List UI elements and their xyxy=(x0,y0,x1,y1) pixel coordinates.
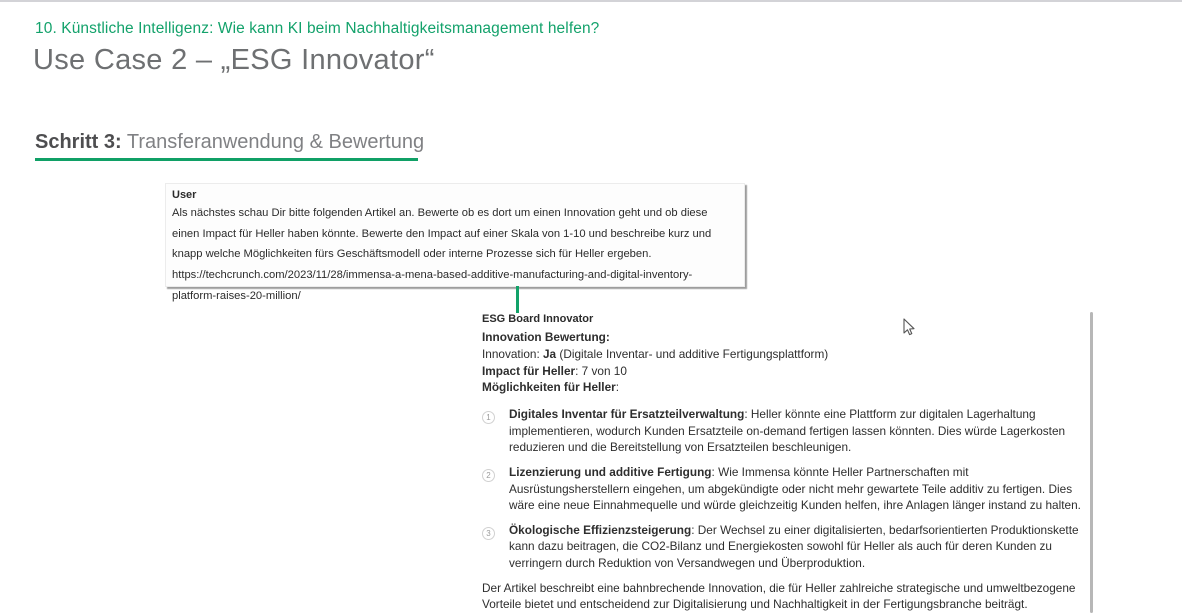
user-message-url: https://techcrunch.com/2023/11/28/immensa-a-mena-based-additive-manufacturing-and-digital-inventory-platform-raises-20-million/ xyxy=(172,269,693,302)
impact-line xyxy=(482,363,1086,380)
response-section-heading: Innovation Bewertung: xyxy=(482,330,610,344)
mouse-cursor-icon xyxy=(902,318,916,338)
item-number-badge: 2 xyxy=(482,469,495,482)
impact-label: Impact für Heller xyxy=(482,363,576,378)
item-number-badge: 3 xyxy=(482,527,495,540)
item-title: Lizenzierung und additive Fertigung xyxy=(509,464,712,479)
user-message-text: Als nächstes schau Dir bitte folgenden Artikel an. Bewerte ob es dort um einen Innovation geht und ob diese einen Impact für Heller haben könnte. Bewerte den Impact auf einer Skala von 1-10 und beschreibe kurz und knapp welche Möglichkeiten fürs Geschäftsmodell oder interne Prozesse sich für Heller ergeben. xyxy=(172,207,712,261)
innovation-detail: (Digitale Inventar- und additive Fertigungsplattform) xyxy=(556,346,829,361)
assistant-response xyxy=(482,312,1086,613)
user-message-card xyxy=(165,183,745,302)
section-title-text: Transferanwendung & Bewertung xyxy=(121,131,425,153)
numbered-list xyxy=(482,406,1086,571)
item-number-badge: 1 xyxy=(482,411,495,424)
item-description: : Der Wechsel zu einer digitalisierten, bedarfsorientierten Produktionskette kann dazu beitragen, die CO2-Bilanz und Energiekosten sowohl für Heller als auch für deren Kunden zu verringern durch Reduktion von Versandwegen und Überproduktion. xyxy=(509,522,1079,570)
possibilities-label: Möglichkeiten für Heller xyxy=(482,380,616,395)
section-underline xyxy=(35,158,418,161)
list-item xyxy=(482,406,1086,456)
innovation-value: Ja xyxy=(543,346,557,361)
assistant-role-label: ESG Board Innovator xyxy=(482,313,594,325)
item-title: Ökologische Effizienzsteigerung xyxy=(509,522,692,537)
impact-value: : 7 von 10 xyxy=(575,363,627,378)
slide-top-edge-line xyxy=(0,0,1182,2)
item-description: : Wie Immensa könnte Heller Partnerschaften mit Ausrüstungsherstellern eingehen, um abgekündigte oder nicht mehr gewartete Teile additiv zu fertigen. Dies wäre eine neue Einnahmequelle und würde gleichzeitig Kunden helfen, ihre Anlagen länger instand zu halten. xyxy=(509,464,1081,513)
connector-line xyxy=(516,286,519,313)
list-item xyxy=(482,464,1086,514)
slide-kicker: 10. Künstliche Intelligenz: Wie kann KI beim Nachhaltigkeitsmanagement helfen? xyxy=(35,20,600,37)
section-heading xyxy=(35,131,424,154)
user-role-label: User xyxy=(172,189,197,201)
scrollbar xyxy=(1090,312,1093,613)
item-description: : Heller könnte eine Plattform zur digitalen Lagerhaltung implementieren, wodurch Kunden Ersatzteile on-demand fertigen lassen könnten. Dies würde Lagerkosten reduzieren und die Bereitstellung von Ersatzteilen beschleunigen. xyxy=(509,407,1066,455)
closing-paragraph: Der Artikel beschreibt eine bahnbrechende Innovation, die für Heller zahlreiche strategische und umweltbezogene Vorteile bietet und entscheidend zur Digitalisierung und Nachhaltigkeit in der Fertigungsbranche beiträgt. xyxy=(482,580,1076,612)
possibilities-heading xyxy=(482,379,1086,396)
section-label: Schritt 3: xyxy=(35,131,122,153)
possibilities-colon: : xyxy=(615,380,620,395)
innovation-label: Innovation: xyxy=(482,346,543,361)
list-item xyxy=(482,522,1086,572)
innovation-line xyxy=(482,346,1086,363)
item-title: Digitales Inventar für Ersatzteilverwaltung xyxy=(509,407,745,422)
page-title: Use Case 2 – „ESG Innovator“ xyxy=(33,44,435,76)
